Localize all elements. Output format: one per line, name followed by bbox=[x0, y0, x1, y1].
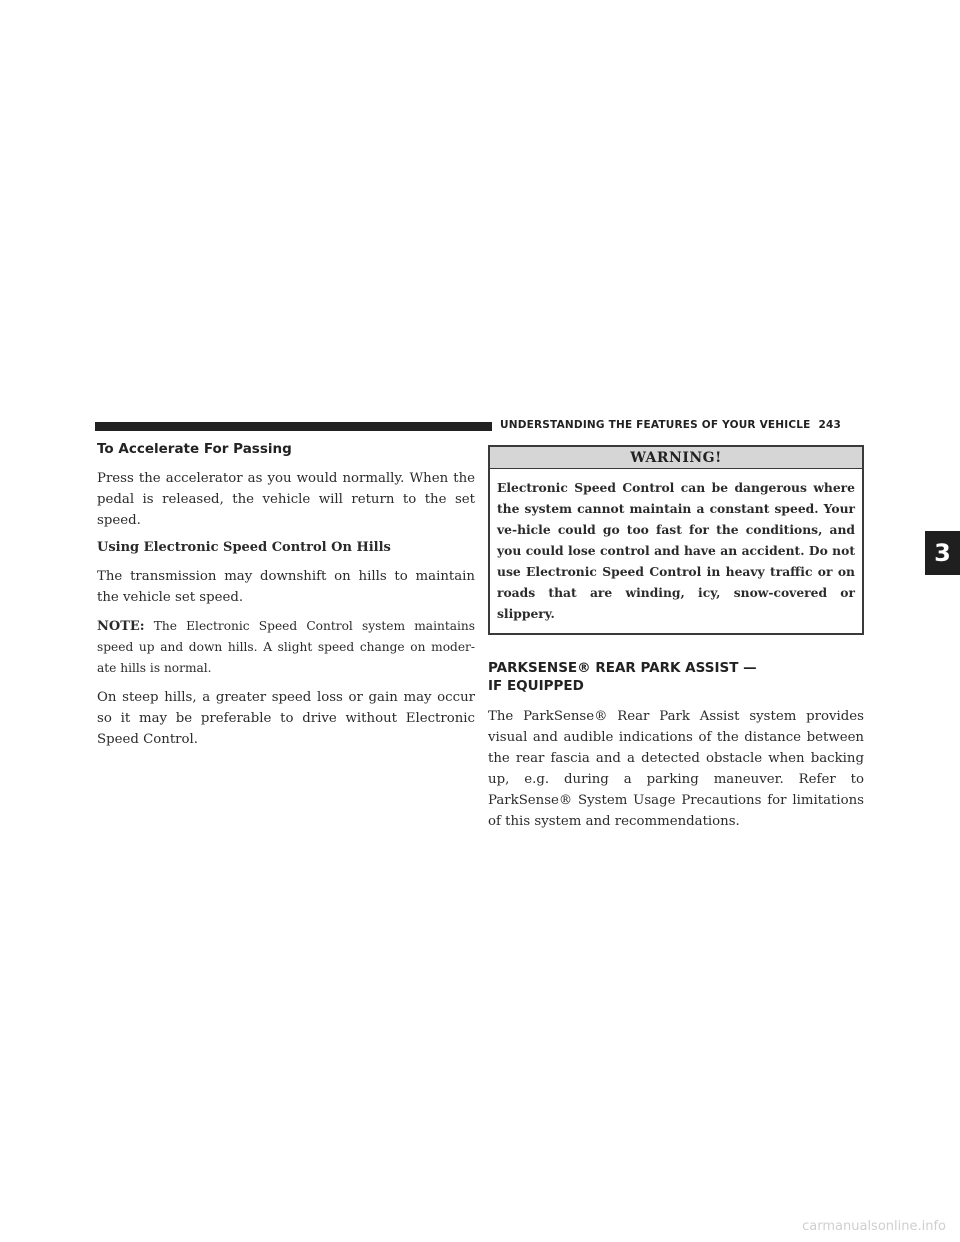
header-rule bbox=[95, 422, 492, 431]
page-number: 243 bbox=[818, 419, 842, 431]
note-paragraph bbox=[97, 616, 475, 679]
running-header bbox=[500, 419, 841, 431]
chapter-tab: 3 bbox=[925, 531, 960, 575]
para-passing: Press the accelerator as you would normally. When the pedal is released, the vehicle will return to the set speed. bbox=[97, 471, 475, 528]
watermark: carmanualsonline.info bbox=[802, 1219, 946, 1234]
parksense-heading bbox=[488, 659, 864, 695]
para-hills: The transmission may downshift on hills to maintain the vehicle set speed. bbox=[97, 569, 475, 605]
parksense-heading-line2: IF EQUIPPED bbox=[488, 678, 584, 694]
parksense-paragraph: The ParkSense® Rear Park Assist system provides visual and audible indications of the distance between the rear fascia and a detected obstacle when backing up, e.g. during a parking maneuver. Refer to ParkSense® System Usage Precautions for limitations of this system and recommendations. bbox=[488, 709, 864, 829]
note-text: The Electronic Speed Control system maintains speed up and down hills. A slight speed change on moder-ate hills is normal. bbox=[97, 619, 475, 675]
warning-text: Electronic Speed Control can be dangerous where the system cannot maintain a constant speed. Your ve-hicle could go too fast for the conditions, and you could lose control and have an accident. Do not use Electronic Speed Control in heavy traffic or on roads that are winding, icy, snow-covered or slippery. bbox=[497, 480, 855, 621]
note-label: NOTE: bbox=[97, 619, 145, 634]
heading-speed-control-hills: Using Electronic Speed Control On Hills bbox=[97, 540, 391, 555]
warning-box bbox=[488, 445, 864, 635]
heading-accelerate-passing: To Accelerate For Passing bbox=[97, 441, 292, 457]
para-steep-hills: On steep hills, a greater speed loss or gain may occur so it may be preferable to drive without Electronic Speed Control. bbox=[97, 690, 475, 747]
warning-title: WARNING! bbox=[490, 447, 862, 469]
parksense-heading-line1: PARKSENSE® REAR PARK ASSIST — bbox=[488, 660, 757, 676]
left-column bbox=[97, 440, 475, 758]
header-section-title: UNDERSTANDING THE FEATURES OF YOUR VEHICLE bbox=[500, 419, 811, 431]
right-column bbox=[488, 445, 864, 840]
